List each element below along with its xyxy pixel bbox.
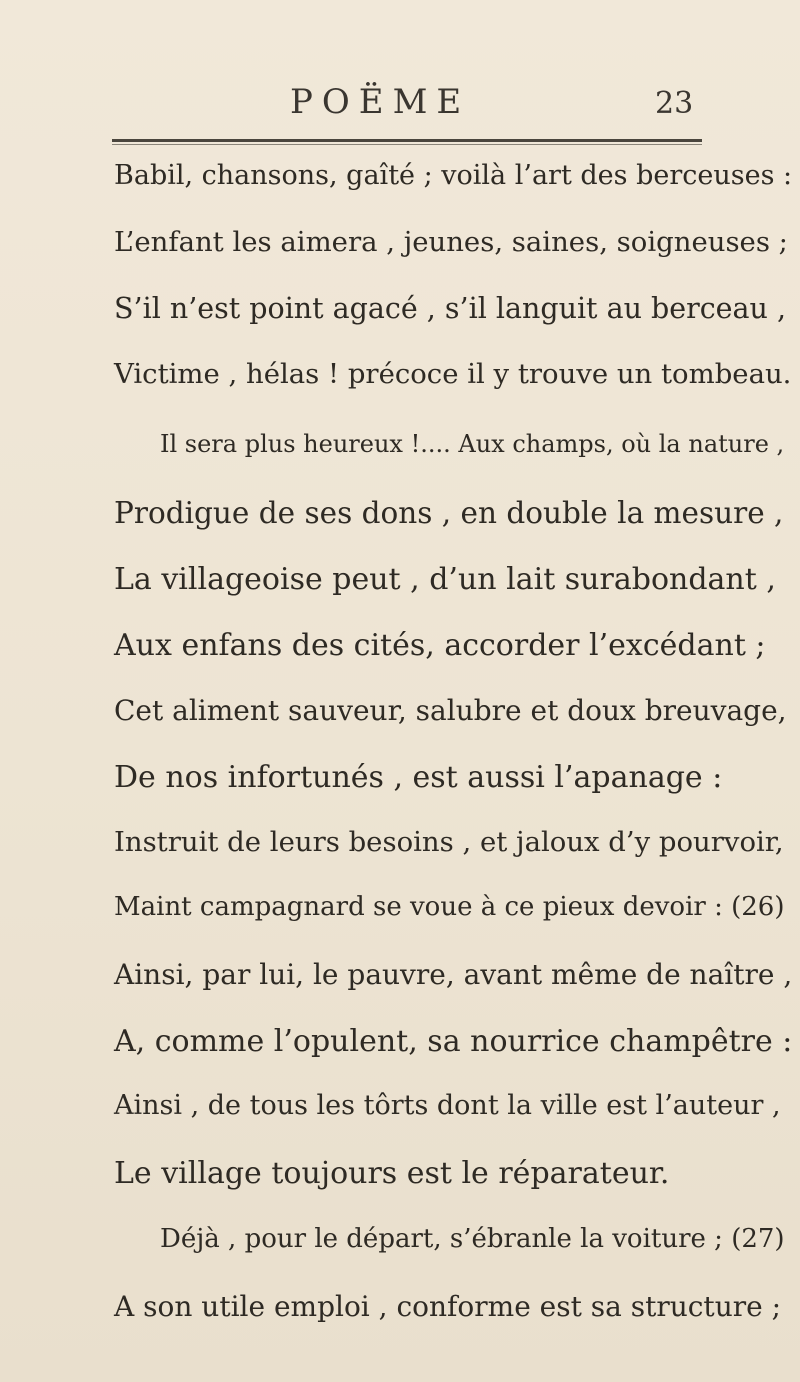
verse-line: Ainsi , de tous les tôrts dont la ville est l’auteur , [114,1090,781,1121]
verse-line: Déjà , pour le départ, s’ébranle la voiture ; (27) [160,1224,785,1254]
verse-line: L’enfant les aimera , jeunes, saines, soigneuses ; [114,226,788,258]
running-head [0,82,800,128]
verse-line: Ainsi, par lui, le pauvre, avant même de naître , [114,958,793,991]
verse-line: Cet aliment sauveur, salubre et doux breuvage, [114,694,787,727]
verse-line: Victime , hélas ! précoce il y trouve un tombeau. [114,358,792,390]
verse-line: Le village toujours est le réparateur. [114,1156,670,1191]
verse-line: Prodigue de ses dons , en double la mesure , [114,496,784,530]
header-rule [112,139,702,142]
header-rule-thin [112,144,702,145]
verse-line: A son utile emploi , conforme est sa structure ; [114,1290,782,1323]
running-title: POËME [290,82,471,122]
verse-line: A, comme l’opulent, sa nourrice champêtre : [114,1024,793,1059]
verse-line: Instruit de leurs besoins , et jaloux d’y pourvoir, [114,826,784,858]
verse-line: De nos infortunés , est aussi l’apanage : [114,760,723,795]
verse-line: S’il n’est point agacé , s’il languit au berceau , [114,292,787,325]
page-number: 23 [655,86,694,121]
verse-line: Maint campagnard se voue à ce pieux devoir : (26) [114,892,785,922]
verse-line: Il sera plus heureux !.... Aux champs, où la nature , [160,430,785,458]
verse-line: La villageoise peut , d’un lait surabondant , [114,562,776,597]
verse-line: Aux enfans des cités, accorder l’excédant ; [114,628,766,663]
verse-line: Babil, chansons, gaîté ; voilà l’art des berceuses : [114,160,793,191]
